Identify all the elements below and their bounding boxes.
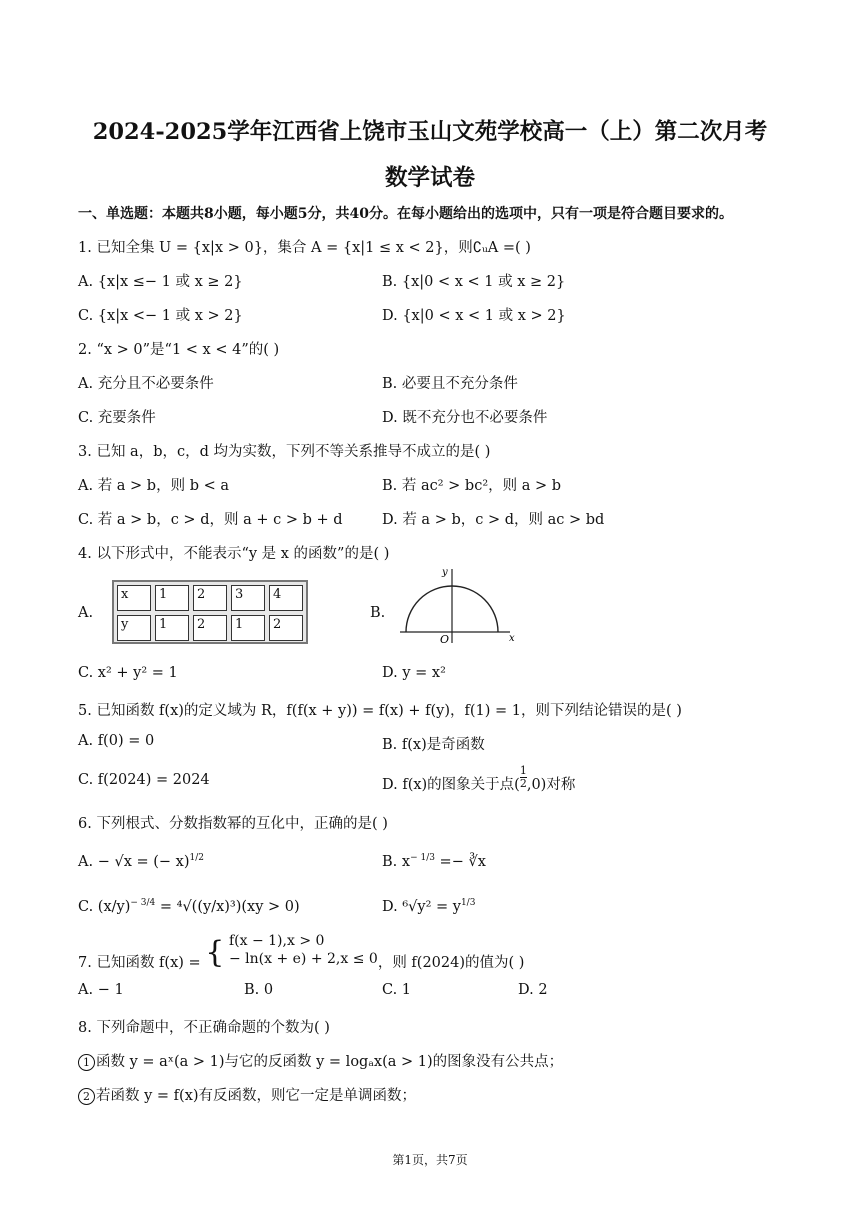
q5-d-prefix: D. f(x)的图象关于点( <box>382 776 520 793</box>
x-axis-label: x <box>509 633 515 644</box>
q6-d-text: D. ⁶√y² = y <box>382 898 461 915</box>
circled-number: 1 <box>78 1054 95 1071</box>
q1-option-b: B. {x|0 < x < 1 或 x ≥ 2} <box>382 274 566 290</box>
q7-option-a: A. − 1 <box>78 982 124 998</box>
section-heading: 一、单选题：本题共8小题，每小题5分，共40分。在每小题给出的选项中，只有一项是符合题目要求的。 <box>78 206 733 222</box>
q5-option-a: A. f(0) = 0 <box>78 733 155 749</box>
q6-c-rhs: = ⁴√((y/x)³)(xy > 0) <box>155 898 300 915</box>
page-subtitle: 数学试卷 <box>384 165 475 191</box>
q3-option-c: C. 若 a > b，c > d，则 a + c > b + d <box>78 512 343 528</box>
q3-option-a: A. 若 a > b，则 b < a <box>78 478 229 494</box>
q2-option-d: D. 既不充分也不必要条件 <box>382 410 548 426</box>
q7-stem <box>78 932 525 971</box>
q7-stem-prefix: 7. 已知函数 f(x) = <box>78 955 201 971</box>
q6-option-d <box>382 898 475 915</box>
fraction-numerator: 1 <box>519 764 527 777</box>
table-cell: 2 <box>193 615 227 641</box>
q1-option-d: D. {x|0 < x < 1 或 x > 2} <box>382 308 566 324</box>
q7-case-2: − ln(x + e) + 2,x ≤ 0 <box>228 951 378 967</box>
q8-item-1 <box>78 1050 563 1071</box>
q2-option-a: A. 充分且不必要条件 <box>78 376 214 392</box>
q2-stem: 2. “x > 0”是“1 < x < 4”的( ) <box>78 342 280 358</box>
table-cell: x <box>117 585 151 611</box>
q6-b-exponent: − 1/3 <box>410 853 435 863</box>
q8-item-1-text: 函数 y = aˣ(a > 1)与它的反函数 y = logₐx(a > 1)的图象没有公共点； <box>96 1054 564 1070</box>
q6-b-text: B. x <box>382 853 411 870</box>
q4-semicircle-graph <box>396 565 526 647</box>
q4-value-table <box>112 580 308 644</box>
q6-b-rhs: =− ∛x <box>434 853 486 870</box>
q6-option-c <box>78 898 300 915</box>
q7-option-b: B. 0 <box>244 982 274 998</box>
q5-option-c: C. f(2024) = 2024 <box>78 772 210 788</box>
q5-option-d <box>382 764 576 793</box>
q8-item-2-text: 若函数 y = f(x)有反函数，则它一定是单调函数； <box>96 1088 417 1104</box>
q3-option-b: B. 若 ac² > bc²，则 a > b <box>382 478 562 494</box>
q4-stem: 4. 以下形式中，不能表示“y 是 x 的函数”的是( ) <box>78 546 390 562</box>
q4-option-d: D. y = x² <box>382 665 446 681</box>
q4-option-b-label: B. <box>370 605 386 621</box>
page-footer: 第1页，共7页 <box>392 1153 468 1167</box>
q6-option-b <box>382 853 486 870</box>
q7-option-c: C. 1 <box>382 982 412 998</box>
table-cell: 2 <box>269 615 303 641</box>
q3-stem: 3. 已知 a，b，c，d 均为实数，下列不等关系推导不成立的是( ) <box>78 444 491 460</box>
circled-number: 2 <box>78 1088 95 1105</box>
q1-option-c: C. {x|x <− 1 或 x > 2} <box>78 308 243 324</box>
q6-c-exponent: − 3/4 <box>130 898 156 908</box>
table-cell: 1 <box>231 615 265 641</box>
q5-d-suffix: ,0)对称 <box>526 776 576 793</box>
q6-a-exponent: 1/2 <box>189 853 204 863</box>
table-cell: 3 <box>231 585 265 611</box>
table-cell: 1 <box>155 615 189 641</box>
q5-stem: 5. 已知函数 f(x)的定义域为 R，f(f(x + y)) = f(x) + f(y)，f(1) = 1，则下列结论错误的是( ) <box>78 703 682 719</box>
table-cell: y <box>117 615 151 641</box>
q2-option-b: B. 必要且不充分条件 <box>382 376 518 392</box>
q8-stem: 8. 下列命题中，不正确命题的个数为( ) <box>78 1020 330 1036</box>
q1-stem: 1. 已知全集 U = {x|x > 0}，集合 A = {x|1 ≤ x < 2}，则∁ᵤA =( ) <box>78 240 531 256</box>
q7-case-1: f(x − 1),x > 0 <box>228 933 325 949</box>
table-cell: 1 <box>155 585 189 611</box>
q6-a-text: A. − √x = (− x) <box>78 853 190 870</box>
q1-option-a: A. {x|x ≤− 1 或 x ≥ 2} <box>78 274 243 290</box>
origin-label: O <box>440 633 450 646</box>
q6-option-a <box>78 853 204 870</box>
q4-option-c: C. x² + y² = 1 <box>78 665 178 681</box>
q6-d-exponent: 1/3 <box>460 898 476 908</box>
q3-option-d: D. 若 a > b，c > d，则 ac > bd <box>382 512 605 528</box>
q7-stem-suffix: ，则 f(2024)的值为( ) <box>377 955 525 971</box>
fraction-denominator: 2 <box>519 777 527 790</box>
page-title: 2024-2025学年江西省上饶市玉山文苑学校高一（上）第二次月考 <box>92 119 768 145</box>
brace-icon: { <box>205 935 225 970</box>
q2-option-c: C. 充要条件 <box>78 410 156 426</box>
table-cell: 4 <box>269 585 303 611</box>
q8-item-2 <box>78 1084 416 1105</box>
q5-option-b: B. f(x)是奇函数 <box>382 737 485 753</box>
q6-stem: 6. 下列根式、分数指数幂的互化中，正确的是( ) <box>78 816 388 832</box>
table-cell: 2 <box>193 585 227 611</box>
y-axis-label: y <box>442 567 448 578</box>
q7-option-d: D. 2 <box>518 982 548 998</box>
q4-option-a-label: A. <box>78 605 94 621</box>
q6-c-text: C. (x/y) <box>78 898 131 915</box>
